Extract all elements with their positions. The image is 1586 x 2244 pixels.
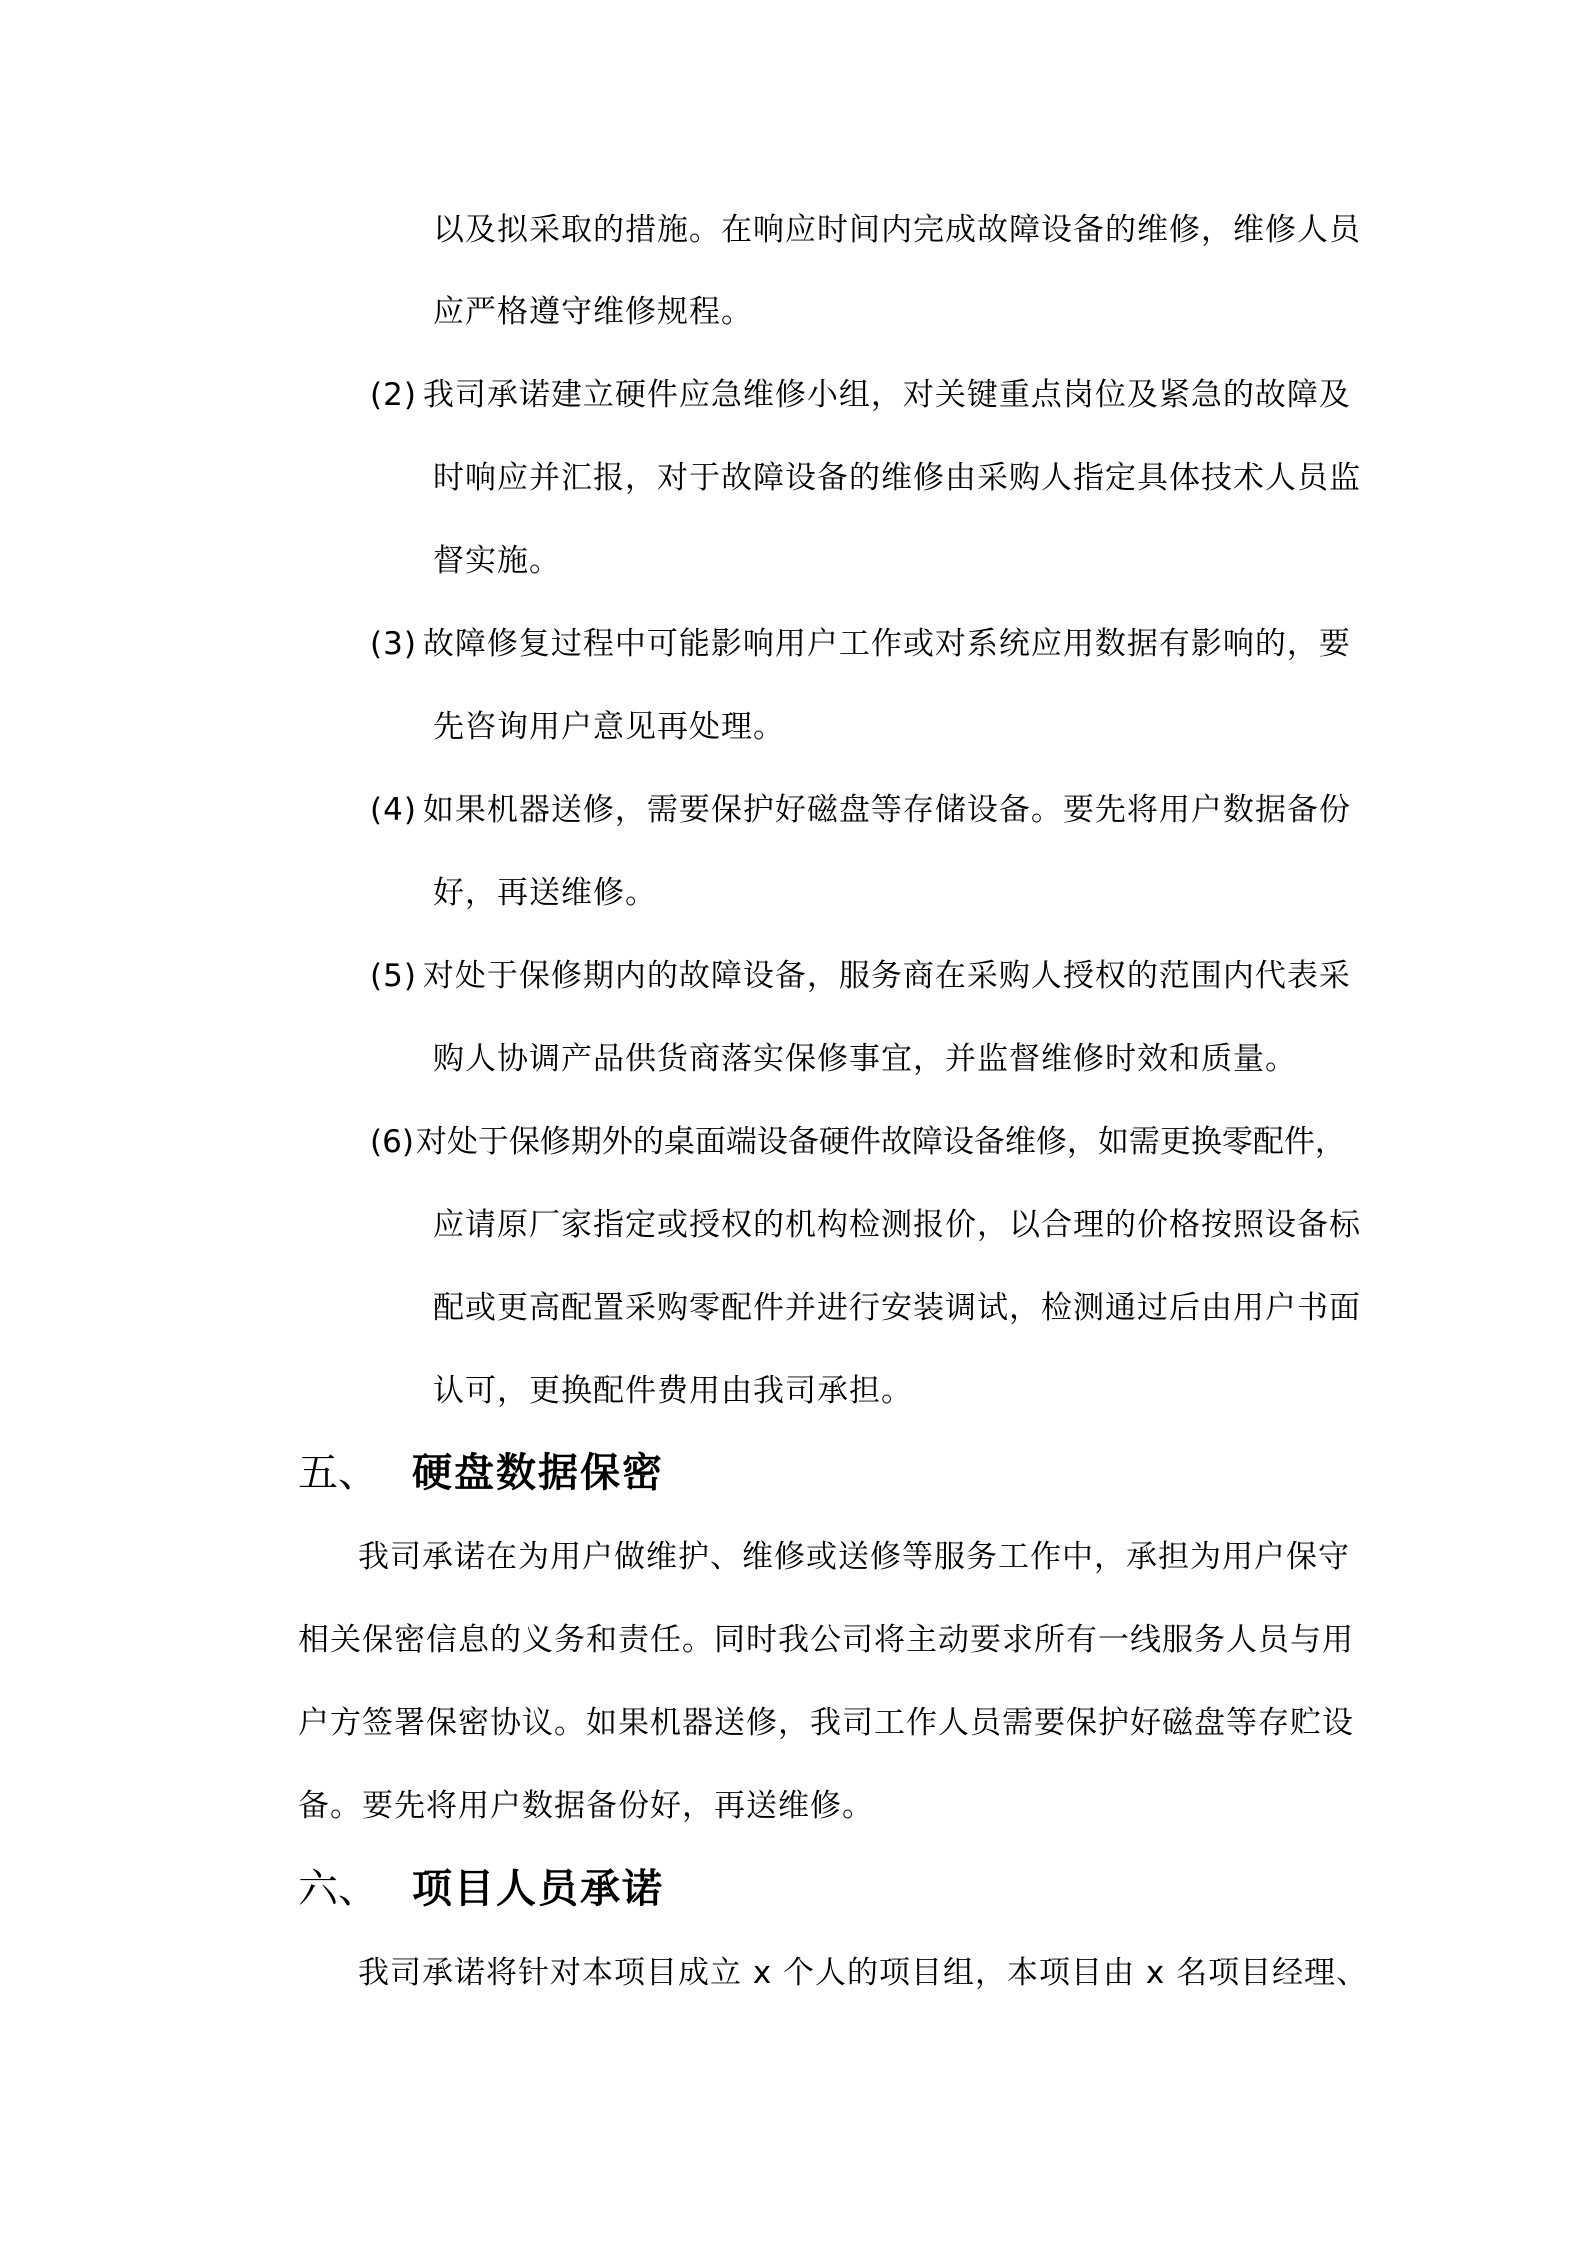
- paragraph-line: 相关保密信息的义务和责任。同时我公司将主动要求所有一线服务人员与用: [298, 1622, 1354, 1658]
- list-item-number: (6): [370, 1124, 414, 1160]
- paragraph-line: 我司承诺将针对本项目成立 x 个人的项目组，本项目由 x 名项目经理、: [358, 1955, 1369, 1991]
- list-item: [370, 1122, 1346, 1162]
- text-line: 好，再送维修。: [433, 875, 657, 911]
- text-line: 应请原厂家指定或授权的机构检测报价，以合理的价格按照设备标: [433, 1207, 1361, 1243]
- text-line: 先咨询用户意见再处理。: [433, 709, 785, 745]
- list-item-text: 对处于保修期内的故障设备，服务商在采购人授权的范围内代表采: [422, 958, 1351, 994]
- text-line: 时响应并汇报，对于故障设备的维修由采购人指定具体技术人员监: [433, 460, 1361, 496]
- text-line: 督实施。: [433, 543, 561, 579]
- list-item: [370, 956, 1351, 996]
- list-item: [370, 375, 1351, 415]
- list-item: [370, 624, 1351, 664]
- list-item-text: 对处于保修期外的桌面端设备硬件故障设备维修，如需更换零配件，: [415, 1124, 1346, 1160]
- section-number: 五、: [298, 1450, 378, 1496]
- text-line: 以及拟采取的措施。在响应时间内完成故障设备的维修，维修人员: [433, 212, 1361, 248]
- list-item-number: (3): [370, 626, 417, 662]
- text-line: 购人协调产品供货商落实保修事宜，并监督维修时效和质量。: [433, 1041, 1297, 1077]
- section-title: 硬盘数据保密: [412, 1450, 664, 1496]
- list-item: [370, 790, 1351, 830]
- section-heading: [298, 1448, 664, 1498]
- section-title: 项目人员承诺: [412, 1866, 664, 1912]
- list-item-text: 故障修复过程中可能影响用户工作或对系统应用数据有影响的，要: [422, 626, 1351, 662]
- text-line: 配或更高配置采购零配件并进行安装调试，检测通过后由用户书面: [433, 1290, 1361, 1326]
- list-item-number: (4): [370, 792, 417, 828]
- list-item-number: (5): [370, 958, 417, 994]
- list-item-text: 我司承诺建立硬件应急维修小组，对关键重点岗位及紧急的故障及: [422, 377, 1351, 413]
- list-item-text: 如果机器送修，需要保护好磁盘等存储设备。要先将用户数据备份: [422, 792, 1351, 828]
- list-item-number: (2): [370, 377, 417, 413]
- text-line: 应严格遵守维修规程。: [433, 294, 753, 330]
- paragraph-line: 备。要先将用户数据备份好，再送维修。: [298, 1788, 874, 1824]
- paragraph-line: 我司承诺在为用户做维护、维修或送修等服务工作中，承担为用户保守: [358, 1539, 1350, 1575]
- paragraph-line: 户方签署保密协议。如果机器送修，我司工作人员需要保护好磁盘等存贮设: [298, 1705, 1354, 1741]
- text-line: 认可，更换配件费用由我司承担。: [433, 1373, 913, 1409]
- section-heading: [298, 1864, 664, 1914]
- section-number: 六、: [298, 1866, 378, 1912]
